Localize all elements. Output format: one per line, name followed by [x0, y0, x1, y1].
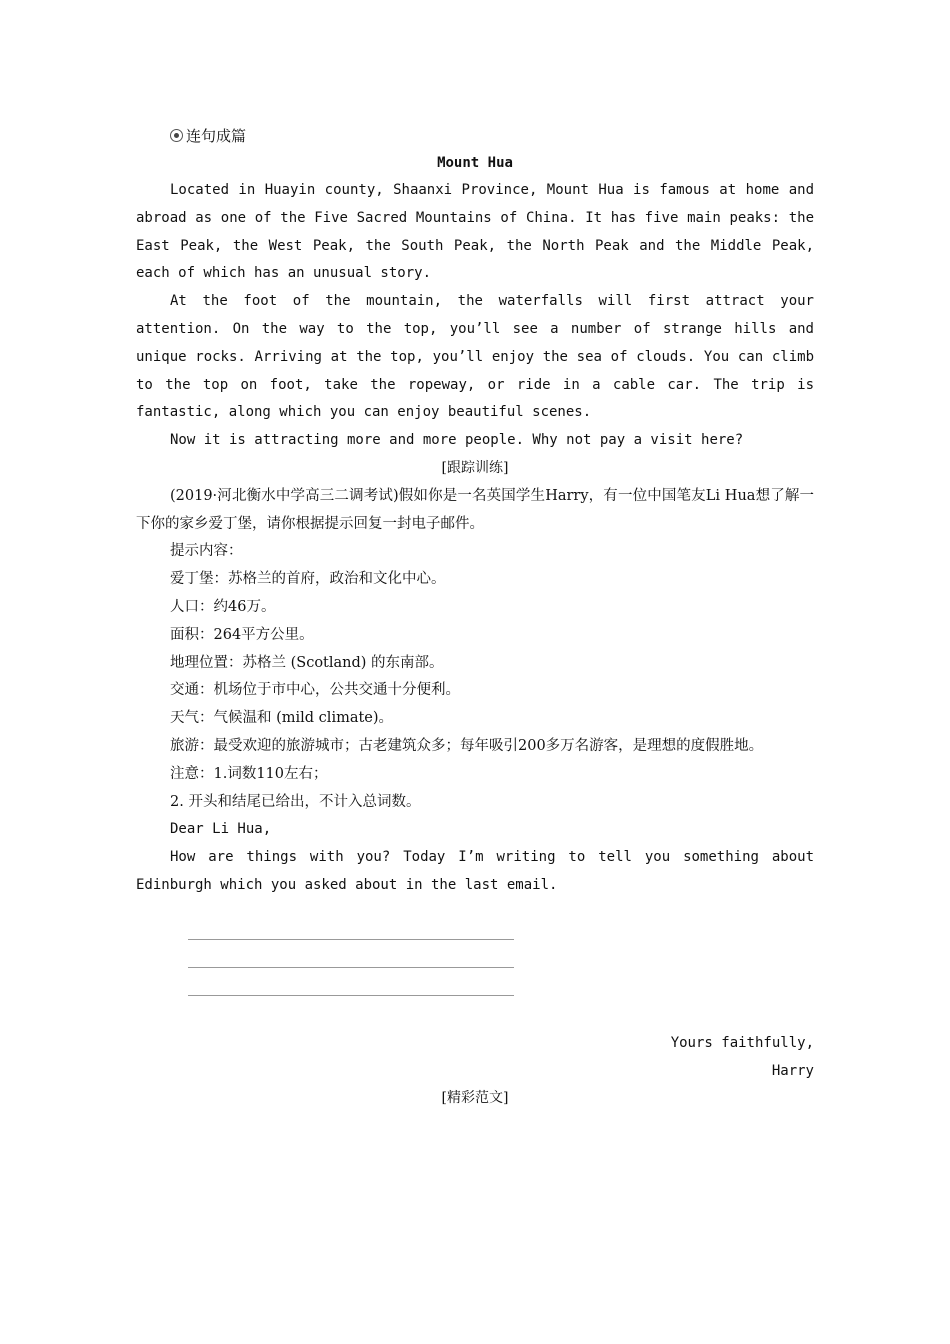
hint-item: 面积：264平方公里。: [170, 626, 314, 643]
section-heading: [170, 120, 814, 150]
essay-paragraph-1: Located in Huayin county, Shaanxi Province, Mount Hua is famous at home and abroad as one of the Five Sacred Mountains of China. It has five main peaks: the East Peak, the West Peak, the South Peak, the North Peak and the Middle Peak, each of which has an unusual story.: [136, 182, 814, 282]
letter-salutation: Dear Li Hua,: [170, 821, 272, 838]
document-page: [136, 120, 814, 1113]
section-heading-text: 连句成篇: [186, 126, 247, 145]
hint-item: 天气：气候温和 (mild climate)。: [170, 710, 394, 727]
hint-item: 旅游：最受欢迎的旅游城市；古老建筑众多；每年吸引200多万名游客，是理想的度假胜地。: [170, 737, 764, 754]
essay-paragraph-2: At the foot of the mountain, the waterfalls will first attract your attention. On the way to the top, you’ll see a number of strange hills and unique rocks. Arriving at the top, you’ll enjoy the sea of clouds. You can climb to the top on foot, take the ropeway, or ride in a cable car. The trip is fantastic, along which you can enjoy beautiful scenes.: [136, 293, 814, 421]
note-item: 注意：1.词数110左右；: [170, 765, 328, 782]
answer-blank-line[interactable]: [188, 940, 514, 968]
essay-paragraph-3: Now it is attracting more and more people. Why not pay a visit here?: [170, 432, 744, 449]
practice-heading: [跟踪训练]: [441, 459, 509, 476]
hint-item: 地理位置：苏格兰 (Scotland) 的东南部。: [170, 654, 444, 671]
letter-signature: Harry: [771, 1062, 814, 1079]
hints-label: 提示内容：: [170, 543, 243, 560]
note-item: 2. 开头和结尾已给出，不计入总词数。: [170, 793, 421, 810]
model-essay-heading: [精彩范文]: [441, 1090, 509, 1107]
letter-closing: Yours faithfully,: [670, 1034, 814, 1051]
hint-item: 交通：机场位于市中心，公共交通十分便利。: [170, 682, 460, 699]
hint-item: 人口：约46万。: [170, 598, 276, 615]
essay-title: Mount Hua: [437, 155, 513, 171]
answer-blank-line[interactable]: [188, 912, 514, 940]
answer-blank-line[interactable]: [188, 968, 514, 996]
answer-blank-lines: [188, 912, 814, 996]
radio-bullet-icon: [170, 129, 183, 142]
practice-prompt: (2019·河北衡水中学高三二调考试)假如你是一名英国学生Harry，有一位中国笔友Li Hua想了解一下你的家乡爱丁堡，请你根据提示回复一封电子邮件。: [136, 487, 814, 532]
letter-opening: How are things with you? Today I’m writing to tell you something about Edinburgh which you asked about in the last email.: [136, 849, 814, 893]
hint-item: 爱丁堡：苏格兰的首府，政治和文化中心。: [170, 571, 446, 588]
